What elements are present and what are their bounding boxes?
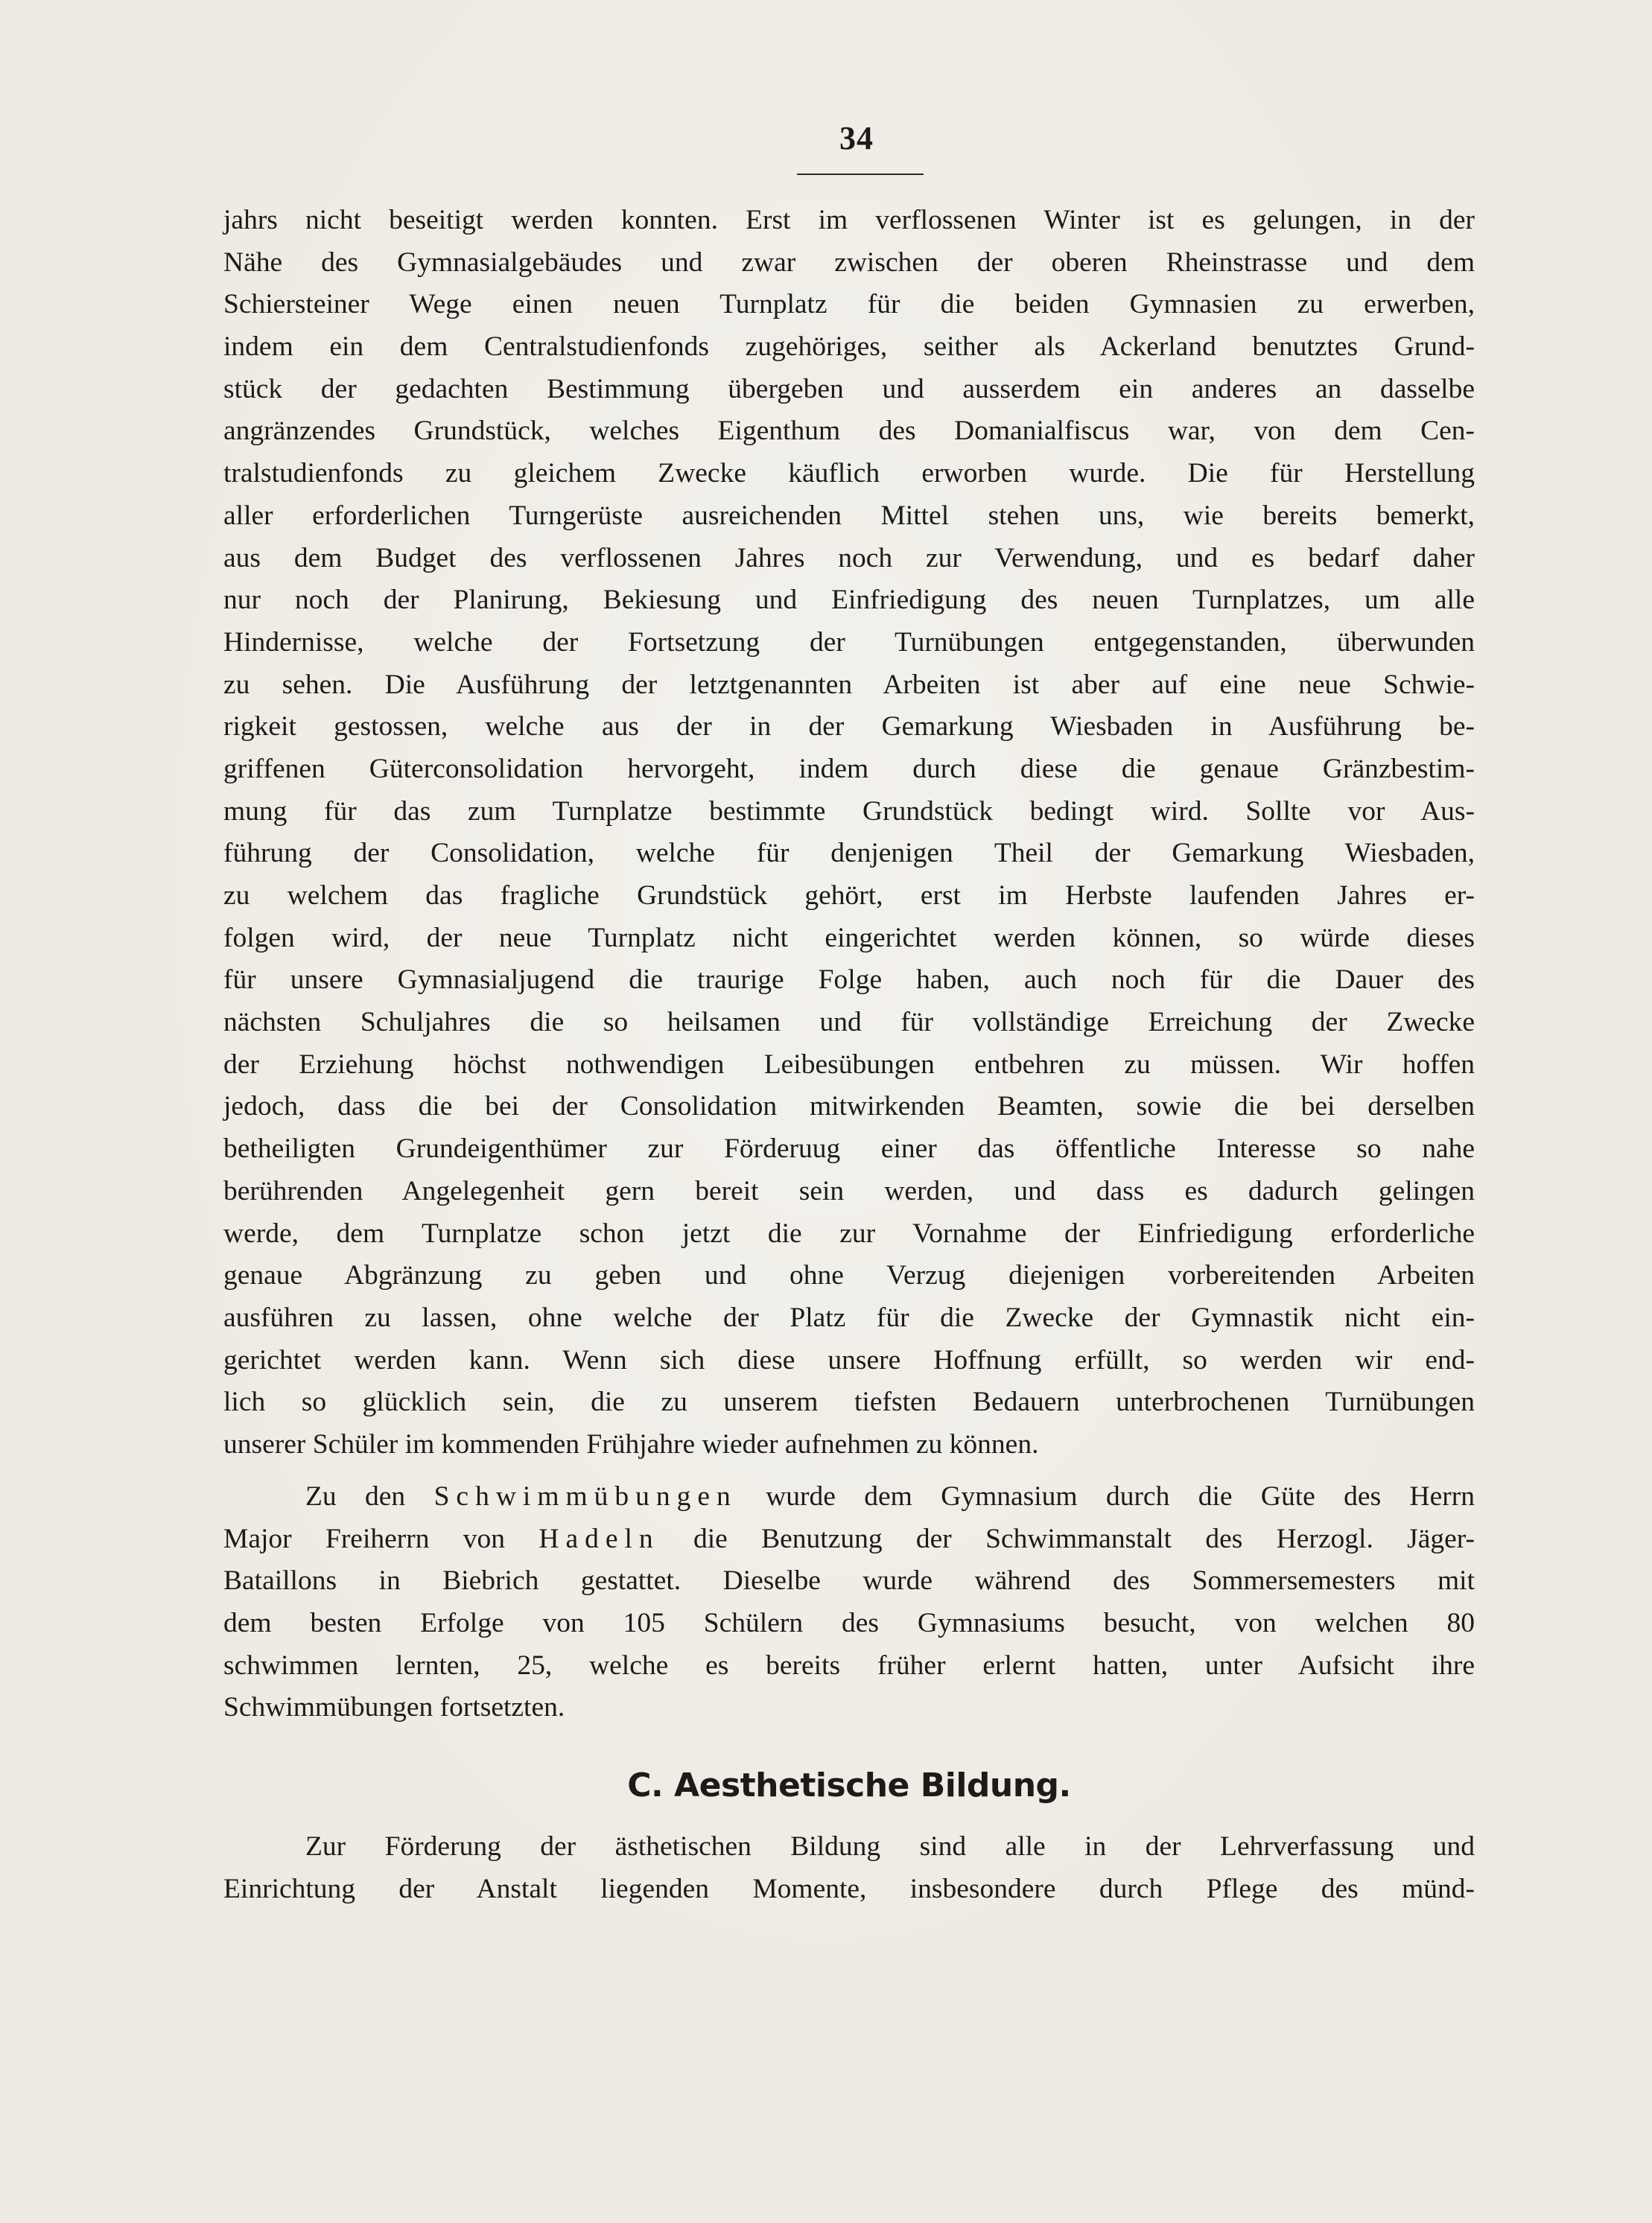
text-line: folgen wird, der neue Turnplatz nicht eingerichtet werden können, so würde dieses	[223, 922, 1475, 953]
text-line: ausführen zu lassen, ohne welche der Platz für die Zwecke der Gymnastik nicht ein-	[223, 1302, 1475, 1333]
text-line: Zur Förderung der ästhetischen Bildung sind alle in der Lehrverfassung und	[305, 1831, 1475, 1862]
text-line: Einrichtung der Anstalt liegenden Momente, insbesondere durch Pflege des münd-	[223, 1873, 1475, 1904]
text-line: schwimmen lernten, 25, welche es bereits früher erlernt hatten, unter Aufsicht ihre	[223, 1650, 1475, 1681]
text-line: berührenden Angelegenheit gern bereit sein werden, und dass es dadurch gelingen	[223, 1175, 1475, 1206]
text-line: Bataillons in Biebrich gestattet. Dieselbe wurde während des Sommersemesters mit	[223, 1565, 1475, 1597]
text-line: tralstudienfonds zu gleichem Zwecke käuflich erworben wurde. Die für Herstellung	[223, 458, 1475, 489]
text-line: jahrs nicht beseitigt werden konnten. Erst im verflossenen Winter ist es gelungen, in der	[223, 205, 1475, 235]
paragraph-turnplatz	[223, 200, 1475, 1466]
text-line: jedoch, dass die bei der Consolidation mitwirkenden Beamten, sowie die bei derselben	[223, 1091, 1475, 1122]
text-line: rigkeit gestossen, welche aus der in der Gemarkung Wiesbaden in Ausführung be-	[223, 711, 1475, 742]
text-line: der Erziehung höchst nothwendigen Leibesübungen entbehren zu müssen. Wir hoffen	[223, 1049, 1475, 1080]
paragraph-aesthetische-bildung	[223, 1826, 1475, 1910]
emphasis-hadeln: Hadeln	[539, 1523, 660, 1554]
text-line: genaue Abgränzung zu geben und ohne Verzug diejenigen vorbereitenden Arbeiten	[223, 1260, 1475, 1291]
text-line: Nähe des Gymnasialgebäudes und zwar zwischen der oberen Rheinstrasse und dem	[223, 247, 1475, 278]
text-line: nur noch der Planirung, Bekiesung und Einfriedigung des neuen Turnplatzes, um alle	[223, 585, 1475, 616]
text-line: griffenen Güterconsolidation hervorgeht, indem durch diese die genaue Gränzbestim-	[223, 753, 1475, 784]
text-line: unserer Schüler im kommenden Frühjahre wieder aufnehmen zu können.	[223, 1428, 1039, 1460]
text-line: Schiersteiner Wege einen neuen Turnplatz für die beiden Gymnasien zu erwerben,	[223, 289, 1475, 320]
text-line: werde, dem Turnplatze schon jetzt die zur Vornahme der Einfriedigung erforderliche	[223, 1218, 1475, 1249]
text-line: zu sehen. Die Ausführung der letztgenannten Arbeiten ist aber auf eine neue Schwie-	[223, 669, 1475, 700]
text-line: Major Freiherrn von Hadeln die Benutzung der Schwimmanstalt des Herzogl. Jäger-	[223, 1523, 1475, 1554]
emphasis-schwimmuebungen: Schwimmübungen	[433, 1481, 737, 1512]
text-line: mung für das zum Turnplatze bestimmte Grundstück bedingt wird. Sollte vor Aus-	[223, 795, 1475, 827]
text-line: angränzendes Grundstück, welches Eigenthum des Domanialfiscus war, von dem Cen-	[223, 416, 1475, 447]
text-line: indem ein dem Centralstudienfonds zugehöriges, seither als Ackerland benutztes Grund-	[223, 331, 1475, 363]
section-heading: C. Aesthetische Bildung.	[627, 1766, 1071, 1804]
text-line: betheiligten Grundeigenthümer zur Förderuug einer das öffentliche Interesse so nahe	[223, 1133, 1475, 1165]
text-line: nächsten Schuljahres die so heilsamen und für vollständige Erreichung der Zwecke	[223, 1007, 1475, 1038]
text-line: für unsere Gymnasialjugend die traurige Folge haben, auch noch für die Dauer des	[223, 964, 1475, 996]
page-number: 34	[839, 120, 874, 156]
text-line: Zu den Schwimmübungen wurde dem Gymnasium durch die Güte des Herrn	[305, 1481, 1475, 1512]
text-line: aus dem Budget des verflossenen Jahres noch zur Verwendung, und es bedarf daher	[223, 542, 1475, 573]
text-line: zu welchem das fragliche Grundstück gehört, erst im Herbste laufenden Jahres er-	[223, 880, 1475, 911]
text-line: lich so glücklich sein, die zu unserem tiefsten Bedauern unterbrochenen Turnübungen	[223, 1387, 1475, 1418]
text-line: Schwimmübungen fortsetzten.	[223, 1692, 565, 1723]
paragraph-schwimmuebungen	[223, 1476, 1475, 1729]
text-line: Hindernisse, welche der Fortsetzung der Turnübungen entgegenstanden, überwunden	[223, 626, 1475, 658]
text-line: dem besten Erfolge von 105 Schülern des Gymnasiums besucht, von welchen 80	[223, 1608, 1475, 1639]
text-line: stück der gedachten Bestimmung übergeben und ausserdem ein anderes an dasselbe	[223, 373, 1475, 404]
text-line: gerichtet werden kann. Wenn sich diese unsere Hoffnung erfüllt, so werden wir end-	[223, 1344, 1475, 1376]
page-number-rule	[797, 174, 924, 175]
text-line: aller erforderlichen Turngerüste ausreichenden Mittel stehen uns, wie bereits bemerkt,	[223, 500, 1475, 531]
text-line: führung der Consolidation, welche für denjenigen Theil der Gemarkung Wiesbaden,	[223, 838, 1475, 869]
